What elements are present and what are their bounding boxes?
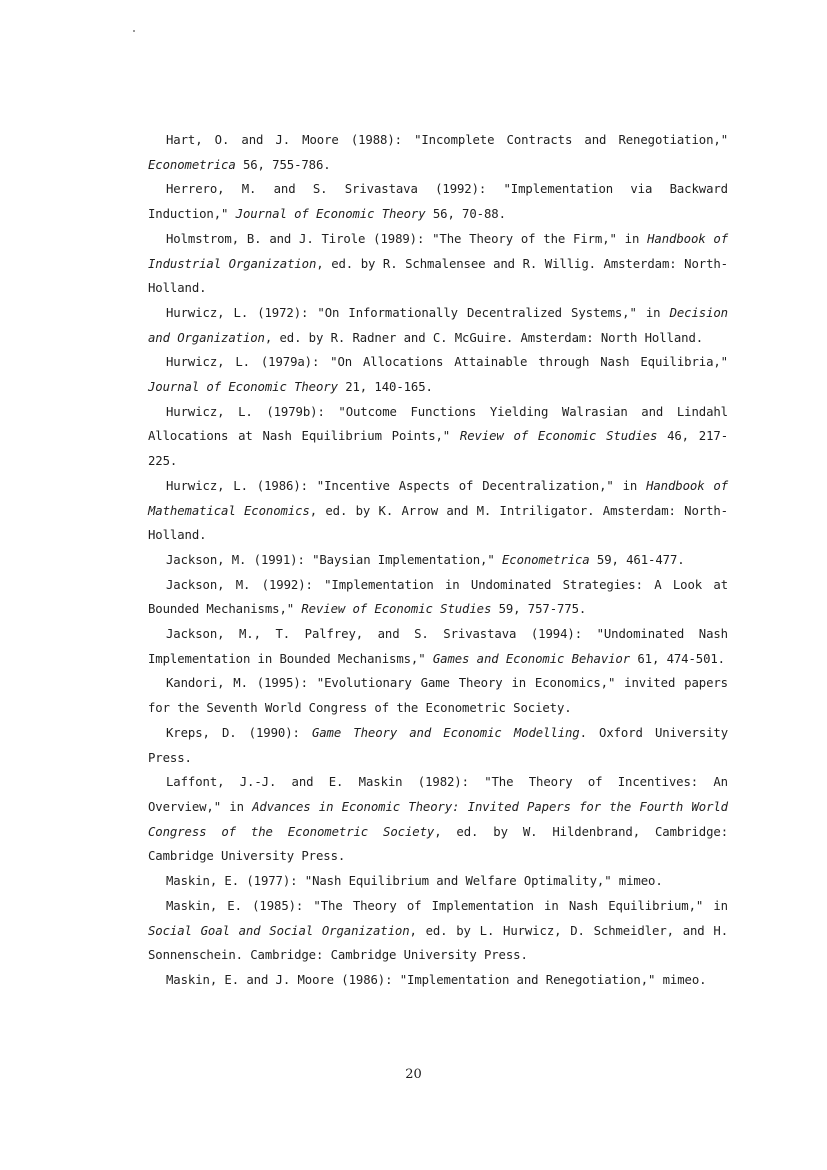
reference-title-italic: Games and Economic Behavior [432,651,631,666]
reference-entry [148,622,728,671]
reference-title-italic: Handbook of Mathematical Economics [148,478,728,518]
reference-entry [148,177,728,226]
reference-text: Kreps, D. (1990): [166,725,312,740]
reference-entry [148,128,728,177]
reference-title-italic: Journal of Economic Theory [148,380,338,395]
page-number: 20 [405,1067,422,1082]
reference-text: . Oxford University Press. [148,725,728,765]
reference-text: Hurwicz, L. (1986): "Incentive Aspects of Decentralization," in [166,478,647,493]
reference-entry [148,474,728,548]
reference-text: Maskin, E. (1985): "The Theory of Implementation in Nash Equilibrium," in [166,898,728,913]
reference-entry [148,671,728,720]
reference-text: Maskin, E. and J. Moore (1986): "Implementation and Renegotiation," mimeo. [166,972,707,987]
reference-title-italic: Econometrica [148,157,236,172]
reference-text: Hart, O. and J. Moore (1988): "Incomplete Contracts and Renegotiation," [166,133,728,147]
reference-title-italic: Econometrica [501,552,590,567]
reference-text: , ed. by W. Hildenbrand, Cambridge: Cambridge University Press. [148,824,728,864]
reference-entry [148,770,728,869]
reference-title-italic: Social Goal and Social Organization [148,923,410,938]
reference-text: 61, 474-501. [630,651,725,666]
reference-title-italic: Decision and Organization [148,305,728,345]
reference-text: 56, 755-786. [235,157,331,172]
reference-entry [148,548,728,573]
reference-text: , ed. by L. Hurwicz, D. Schmeidler, and H. Sonnenschein. Cambridge: Cambridge University Press. [148,923,728,963]
reference-text: Kandori, M. (1995): "Evolutionary Game Theory in Economics," invited papers for the Seventh World Congress of the Econometric Society. [148,676,728,716]
reference-text: , ed. by K. Arrow and M. Intriligator. Amsterdam: North-Holland. [148,503,728,543]
scan-speck [133,30,135,32]
reference-text: Holmstrom, B. and J. Tirole (1989): "The Theory of the Firm," in [166,231,648,246]
reference-text: Herrero, M. and S. Srivastava (1992): "Implementation via Backward Induction," [148,182,728,222]
reference-entry [148,350,728,399]
reference-text: Hurwicz, L. (1979a): "On Allocations Attainable through Nash Equilibria," [166,355,728,370]
reference-text: 59, 757-775. [491,602,587,617]
reference-title-italic: Review of Economic Studies [301,602,492,617]
reference-title-italic: Game Theory and Economic Modelling [311,725,580,740]
reference-text: Laffont, J.-J. and E. Maskin (1982): "The Theory of Incentives: An Overview," in [148,775,728,814]
reference-list [148,128,728,993]
reference-text: Hurwicz, L. (1979b): "Outcome Functions Yielding Walrasian and Lindahl Allocations at Nash Equilibrium Points," [148,404,728,444]
reference-text: , ed. by R. Radner and C. McGuire. Amsterdam: North Holland. [264,330,704,345]
reference-entry [148,227,728,301]
reference-text: , ed. by R. Schmalensee and R. Willig. Amsterdam: North-Holland. [148,256,728,296]
reference-title-italic: Advances in Economic Theory: Invited Papers for the Fourth World Congress of the Econometric Society [148,799,728,839]
reference-entry [148,894,728,968]
reference-text: Jackson, M. (1992): "Implementation in Undominated Strategies: A Look at Bounded Mechanisms," [148,577,728,617]
reference-text: Maskin, E. (1977): "Nash Equilibrium and Welfare Optimality," mimeo. [166,874,663,889]
reference-entry [148,400,728,474]
reference-entry [148,968,728,993]
reference-title-italic: Handbook of Industrial Organization [148,231,728,271]
reference-entry [148,301,728,350]
reference-title-italic: Journal of Economic Theory [235,207,426,222]
reference-text: Jackson, M., T. Palfrey, and S. Srivastava (1994): "Undominated Nash Implementation in Bounded Mechanisms," [148,627,728,666]
reference-entry [148,573,728,622]
reference-text: Hurwicz, L. (1972): "On Informationally Decentralized Systems," in [166,305,670,320]
reference-entry [148,869,728,894]
reference-text: 56, 70-88. [425,207,506,222]
reference-entry [148,721,728,770]
reference-text: Jackson, M. (1991): "Baysian Implementation," [166,552,502,567]
reference-text: 59, 461-477. [589,552,685,567]
reference-title-italic: Review of Economic Studies [459,429,658,444]
reference-text: 21, 140-165. [337,380,433,395]
reference-text: 46, 217-225. [148,429,728,469]
